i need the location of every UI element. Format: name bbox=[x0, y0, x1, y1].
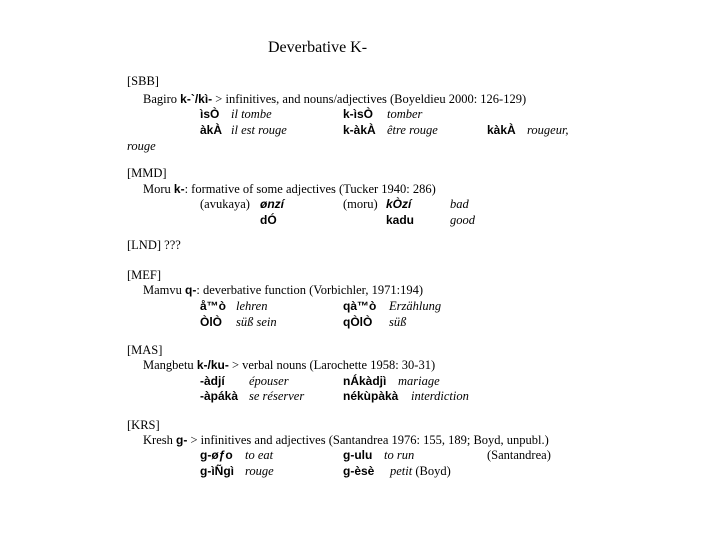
krs-intro-rest: > infinitives and adjectives (Santandrea 1976: 155, 189; Boyd, unpubl.) bbox=[187, 433, 549, 447]
mef-r2c2-gloss: süß bbox=[389, 315, 407, 329]
krs-r1c2-form: g-ulu bbox=[343, 448, 373, 462]
mas-intro-rest: > verbal nouns (Larochette 1958: 30-31) bbox=[228, 358, 436, 372]
krs-r1c1-form: g-øƒo bbox=[200, 448, 233, 462]
krs-r2c2-gloss: petit bbox=[390, 464, 413, 478]
mas-intro-lang: Mangbetu bbox=[143, 358, 194, 372]
mas-intro bbox=[143, 358, 435, 373]
page-title: Deverbative K- bbox=[268, 39, 368, 56]
mmd-r2c2-form: kadu bbox=[386, 213, 415, 227]
krs-r1c2-gloss: to run bbox=[384, 448, 415, 462]
mmd-r1c2-lang: (moru) bbox=[343, 197, 378, 211]
sbb-r2c1-gloss: il est rouge bbox=[231, 123, 287, 137]
sbb-r1c1-form: ìsÒ bbox=[200, 107, 220, 121]
mef-r2c1-gloss: süß sein bbox=[236, 315, 277, 329]
mmd-r1-gloss: bad bbox=[450, 197, 469, 211]
mmd-r2-gloss: good bbox=[450, 213, 475, 227]
sbb-r2c3-gloss: rougeur, bbox=[527, 123, 569, 137]
section-tag-mef: [MEF] bbox=[127, 268, 162, 282]
mef-r2c1-form: ÒlÒ bbox=[200, 315, 223, 329]
mef-r1c1-gloss: lehren bbox=[236, 299, 268, 313]
sbb-r2c1-form: àkÀ bbox=[200, 123, 223, 137]
mef-r1c1-form: å™ò bbox=[200, 299, 227, 313]
mef-intro bbox=[143, 283, 423, 298]
krs-intro bbox=[143, 433, 549, 448]
krs-r2-source: (Boyd) bbox=[415, 464, 451, 478]
mef-r2c2-form: qÒlÒ bbox=[343, 315, 373, 329]
mas-r1c1-gloss: épouser bbox=[249, 374, 289, 388]
section-tag-mmd: [MMD] bbox=[127, 166, 167, 180]
krs-intro-form: g- bbox=[175, 433, 188, 447]
sbb-r1c1-gloss: il tombe bbox=[231, 107, 272, 121]
krs-r1c1-gloss: to eat bbox=[245, 448, 274, 462]
krs-r2c1-form: g-ìÑgì bbox=[200, 464, 234, 478]
mas-r2c1-form: -àpákà bbox=[200, 389, 239, 403]
sbb-r2c2-form: k-àkÀ bbox=[343, 123, 376, 137]
sbb-r1c2-gloss: tomber bbox=[387, 107, 423, 121]
section-tag-lnd: [LND] ??? bbox=[127, 238, 181, 252]
mas-r1c2-gloss: mariage bbox=[398, 374, 440, 388]
krs-r2c2-gloss-wrap bbox=[390, 464, 451, 479]
mmd-r1c2-form: kÒzí bbox=[386, 197, 412, 211]
mas-r2c1-gloss: se réserver bbox=[249, 389, 305, 403]
krs-r2c1-gloss: rouge bbox=[245, 464, 274, 478]
section-tag-sbb: [SBB] bbox=[127, 74, 159, 88]
section-tag-mas: [MAS] bbox=[127, 343, 163, 357]
sbb-intro-lang: Bagiro bbox=[143, 92, 178, 106]
mef-intro-rest: : deverbative function (Vorbichler, 1971:194) bbox=[196, 283, 423, 297]
krs-r2c2-form: g-èsè bbox=[343, 464, 375, 478]
mef-intro-form: q- bbox=[185, 283, 197, 297]
krs-r1-source: (Santandrea) bbox=[487, 448, 551, 462]
mef-intro-lang: Mamvu bbox=[143, 283, 182, 297]
krs-intro-lang: Kresh bbox=[143, 433, 173, 447]
mmd-intro-form: k- bbox=[173, 182, 185, 196]
mmd-r1c1-form: ønzí bbox=[260, 197, 284, 211]
sbb-r2-wrap: rouge bbox=[127, 139, 156, 153]
sbb-intro-rest: > infinitives, and nouns/adjectives (Boyeldieu 2000: 126-129) bbox=[212, 92, 527, 106]
sbb-intro-form: k-`/kì- bbox=[180, 92, 213, 106]
mas-r1c2-form: nÁkàdjì bbox=[343, 374, 387, 388]
section-tag-krs: [KRS] bbox=[127, 418, 160, 432]
sbb-r1c2-form: k-ìsÒ bbox=[343, 107, 374, 121]
mef-r1c2-form: qà™ò bbox=[343, 299, 377, 313]
mmd-r1c1-lang: (avukaya) bbox=[200, 197, 250, 211]
mas-r1c1-form: -àdjí bbox=[200, 374, 225, 388]
mas-intro-form: k-/ku- bbox=[196, 358, 229, 372]
mmd-intro-rest: : formative of some adjectives (Tucker 1940: 286) bbox=[184, 182, 436, 196]
mas-r2c2-form: nékùpàkà bbox=[343, 389, 399, 403]
sbb-intro bbox=[143, 92, 526, 107]
mmd-r2c1-form: dÓ bbox=[260, 213, 277, 227]
sbb-r2c2-gloss: être rouge bbox=[387, 123, 438, 137]
mas-r2c2-gloss: interdiction bbox=[411, 389, 469, 403]
mmd-intro bbox=[143, 182, 436, 197]
mef-r1c2-gloss: Erzählung bbox=[389, 299, 442, 313]
sbb-r2c3-form: kàkÀ bbox=[487, 123, 516, 137]
mmd-intro-lang: Moru bbox=[143, 182, 171, 196]
